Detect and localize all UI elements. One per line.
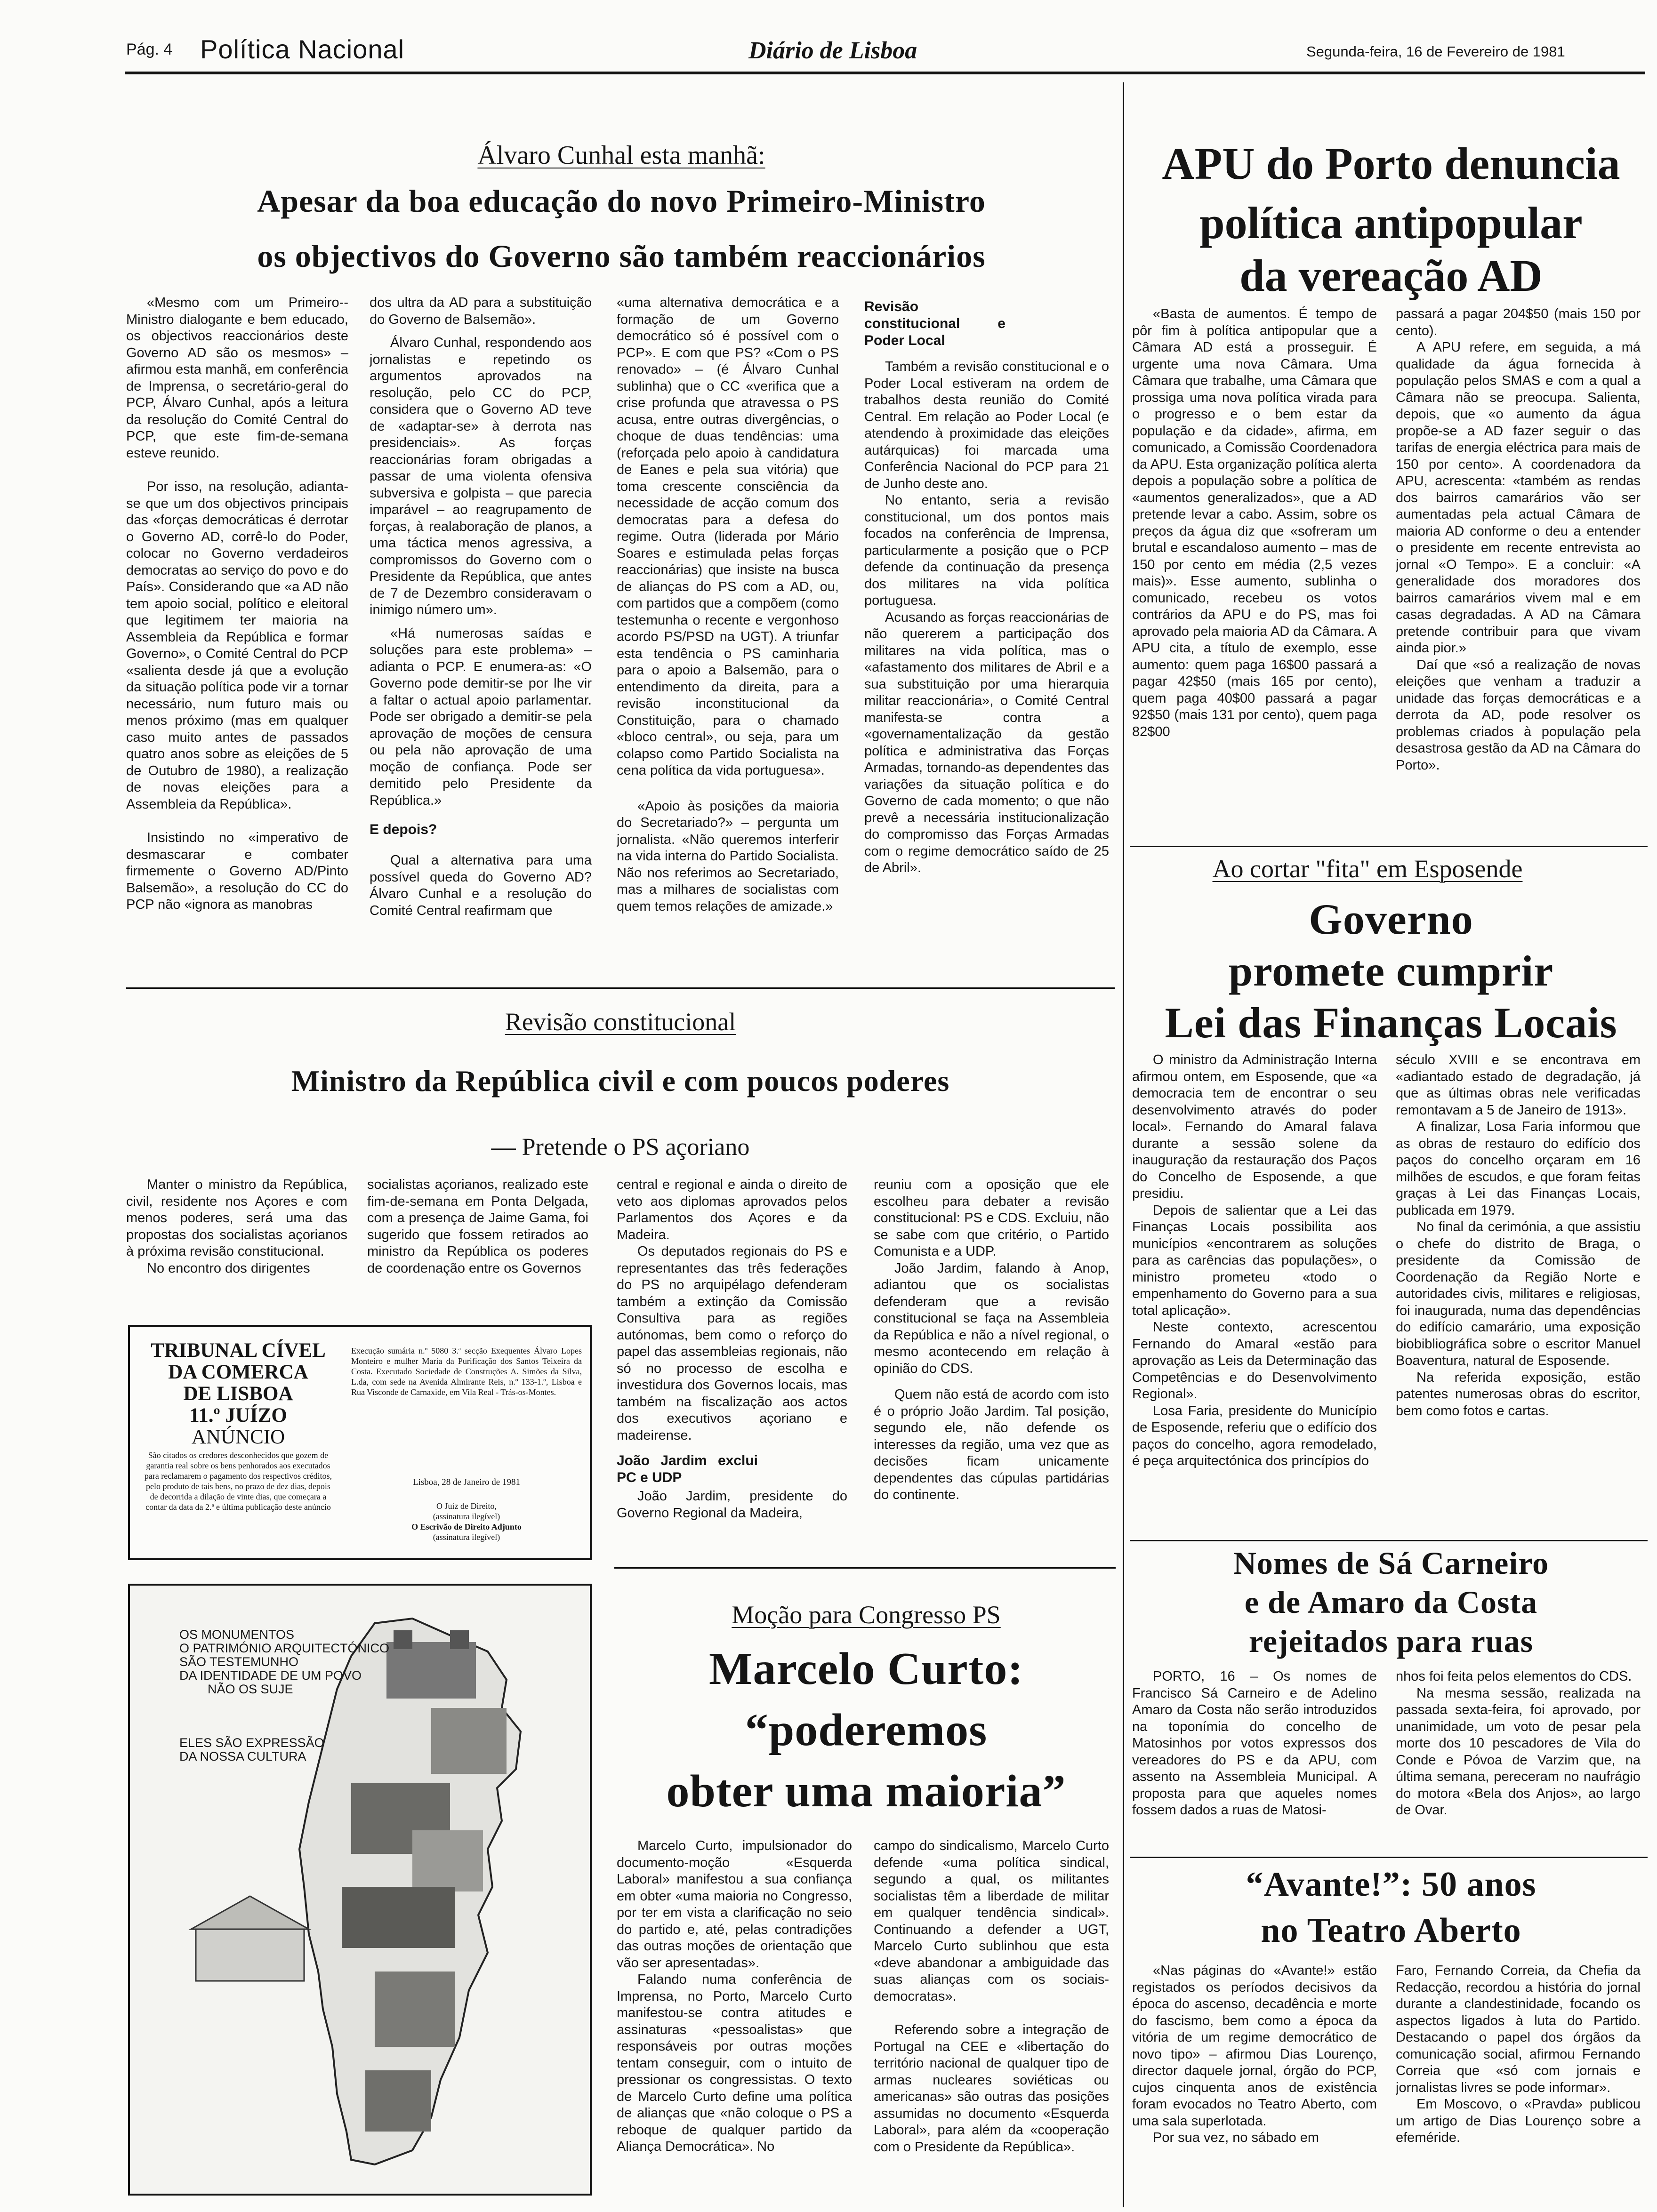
slogan-line: DA NOSSA CULTURA <box>179 1749 306 1763</box>
paragraph: Falando numa conferência de Imprensa, no Porto, Marcelo Curto manifestou-se contra atitudes e assinaturas «pessoalistas» que responsáveis por outras moções tentam conseguir, com o intuito de pressionar os congressistas. O texto de Marcelo Curto define uma política de alianças que «não coloque o PS a reboque de qualquer partido da Aliança Democrática». No <box>617 1972 852 2154</box>
a4-column-2 <box>1396 1052 1641 1538</box>
paragraph: Acusando as forças reaccionárias de não quererem a participação dos militares na vida política, mas o «afastamento dos militares de Abril e a sua substituição por uma hierarquia militar reaccionária», o Comité Central manifesta-se contra a «governamentalização da gestão política e administrativa das Forças Armadas, tornando-as dependentes das variações da situação política e do Governo de cada momento; o que não prevê a necessária institucionalização do compromisso das Forças Armadas com o regime democrático saído de 25 de Abril». <box>864 609 1109 875</box>
a1-subheading: E depois? <box>370 822 437 837</box>
a3-column-4 <box>874 1177 1109 1553</box>
paragraph: Também a revisão constitucional e o Poder Local estiveram na ordem de trabalhos desta reunião do Comité Central. Em relação ao Poder Local (e atendendo à proximidade das eleições autárquicas) foi marcada uma Conferência Nacional do PCP para 21 de Junho deste ano. <box>864 359 1109 491</box>
monument-palace <box>342 1887 455 1948</box>
section-rule <box>1130 846 1648 847</box>
monument-castle-tower <box>450 1630 469 1649</box>
a3-subhead: — Pretende o PS açoriano <box>491 1134 750 1161</box>
paragraph: Marcelo Curto, impulsionador do documento-moção «Esquerda Laboral» manifestou a sua confiança em obter «uma maioria no Congresso, por ter em vista a clarificação no seio do partido e, até, pelas contradições das outras moções de orientação que vão ser apresentadas». <box>617 1838 852 1971</box>
paragraph: Neste contexto, acrescentou Fernando do Amaral «estão para aprovação as Leis da Determinação das Competências e do Desenvolvimento Regional». <box>1132 1320 1377 1402</box>
court-notice-right-body: Execução sumária n.º 5080 3.ª secção Exequentes Álvaro Lopes Monteiro e mulher Maria da Purificação dos Santos Teixeira da Costa. Executado Sociedade de Construções A. Simões da Silva, L.da, com sede na Avenida Almirante Reis, n.º 133-1.º, Lisboa e Rua Visconde de Carnaxide, em Vila Real - Trás-os-Montes. <box>351 1346 582 1397</box>
a1-headline-2: os objectivos do Governo são também reaccionários <box>257 238 986 274</box>
monument-church <box>431 1708 507 1774</box>
paragraph: passará a pagar 204$50 (mais 150 por cento). <box>1396 306 1641 338</box>
a6-headline-3: rejeitados para ruas <box>1248 1623 1534 1659</box>
paragraph: No final da cerimónia, a que assistiu o chefe do distrito de Braga, o presidente da Comissão de Coordenação da Região Norte e autoridades civis, militares e religiosas, foi inaugurada, numa das dependências do edifício camarário, uma exposição biobibliográfica sobre o escritor Manuel Boaventura, natural de Esposende. <box>1396 1219 1641 1368</box>
paragraph: século XVIII e se encontrava em «adiantado estado de degradação, já que as últimas obras nele verificadas remontavam a 5 de Janeiro de 1913». <box>1396 1052 1641 1118</box>
paragraph: Por isso, na resolução, adianta-se que um dos objectivos principais das «forças democráticas é derrotar o Governo AD, corrê-lo do Poder, colocar no Governo verdadeiros democratas ao serviço do povo e do País». Considerando que «a AD não tem apoio social, político e eleitoral que legitimem ter maioria na Assembleia da República e formar Governo», o Comité Central do PCP «salienta desde já que a evolução da situação política pode vir a tornar necessário, num futuro mais ou menos próximo (mas em qualquer caso muito antes de passados quatro anos sobre as eleições de 5 de Outubro de 1980), a realização de novas eleições para a Assembleia da República». <box>126 479 348 812</box>
a3-column-1 <box>126 1177 347 1294</box>
paragraph: Qual a alternativa para uma possível queda do Governo AD? Álvaro Cunhal e a resolução do Comité Central reafirmam que <box>370 853 592 918</box>
a6-column-2 <box>1396 1668 1641 1854</box>
paragraph: Quem não está de acordo com isto é o próprio João Jardim. Tal posição, segundo ele, não defende os interesses da região, uma vez que as decisões ficam unicamente dependentes das cúpulas partidárias do continente. <box>874 1387 1109 1502</box>
paragraph: «Há numerosas saídas e soluções para este problema» – adianta o PCP. E enumera-as: «O Governo pode demitir-se por lhe vir a faltar o actual apoio parlamentar. Pode ser obrigado a demitir-se pela aprovação de moções de censura ou pela não aprovação de uma moção de confiança. Pode ser demitido pelo Presidente da República.» <box>370 625 592 808</box>
paragraph: central e regional e ainda o direito de veto aos diplomas aprovados pelos Parlamentos dos Açores e da Madeira. <box>617 1177 847 1242</box>
a1-subheading: Revisão constitucional e Poder Local <box>864 299 1005 348</box>
column-divider <box>1123 82 1124 2207</box>
a5-column-2 <box>874 1838 1109 2207</box>
heritage-campaign-ad <box>128 1584 592 2196</box>
slogan-line: O PATRIMÓNIO ARQUITECTÓNICO <box>179 1641 390 1655</box>
a7-headline-1: “Avante!”: 50 anos <box>1246 1865 1536 1904</box>
masthead-rule <box>125 72 1645 74</box>
a5-column-1 <box>617 1838 852 2207</box>
paragraph: Manter o ministro da República, civil, residente nos Açores e com menos poderes, será uma das propostas dos socialistas açorianos à próxima revisão constitucional. <box>126 1177 347 1259</box>
court-title-line: DE LISBOA <box>183 1383 293 1405</box>
paragraph: Faro, Fernando Correia, da Chefia da Redacção, recordou a história do jornal durante a clandestinidade, focando os aspectos ligados à luta do Partido. Destacando o papel dos órgãos da comunicação social, afirmou Fernando Correia que «só com jornais e jornalistas livres se pode informar». <box>1396 1963 1641 2095</box>
paragraph: socialistas açorianos, realizado este fim-de-semana em Ponta Delgada, com a presença de Jaime Gama, foi sugerido que fossem retirados ao ministro da República os poderes de coordenação entre os Governos <box>367 1177 588 1276</box>
slogan-line: OS MONUMENTOS <box>179 1627 295 1642</box>
paragraph: PORTO, 16 – Os nomes de Francisco Sá Carneiro e de Adelino Amaro da Costa não serão introduzidos na toponímia do concelho de Matosinhos por votos expressos dos vereadores do PS e da APU, com assento na Assembleia Municipal. A proposta para que aqueles nomes fossem dados a ruas de Matosi- <box>1132 1669 1377 1818</box>
a6-headline-1: Nomes de Sá Carneiro <box>1233 1545 1549 1581</box>
paragraph: «Nas páginas do «Avante!» estão registados os períodos decisivos da época do ascenso, decadência e morte do fascismo, bem como a época da vitória de um regime democrático de novo tipo» – afirmou Dias Lourenço, director daquele jornal, órgão do PCP, cujos cinquenta anos de existência foram evocados no Teatro Aberto, com uma sala superlotada. <box>1132 1963 1377 2129</box>
a1-kicker: Álvaro Cunhal esta manhã: <box>477 141 765 170</box>
paragraph: Em Moscovo, o «Pravda» publicou um artigo de Dias Lourenço sobre a efeméride. <box>1396 2097 1641 2145</box>
paragraph: Na referida exposição, estão patentes numerosas obras do escritor, bem como fotos e cartas. <box>1396 1370 1641 1419</box>
paragraph: «uma alternativa democrática e a formação de um Governo democrático só é possível com o PCP». E com que PS? «Com o PS renovado» – (é Álvaro Cunhal sublinha) que o CC «verifica que a crise profunda que atravessa o PS acusa, entre outras divergências, o choque de duas tendências: uma (reforçada pelo apoio à candidatura de Eanes e pela sua vitória) que toma crescente consciência da necessidade de acção comum dos democratas para a defesa do regime. Outra (liderada por Mário Soares e estimulada pelas forças reaccionárias) que insiste na busca de alianças do PS com a AD, ou, com partidos que a compõem (como testemunha o recente e vergonhoso acordo PS/PSD na UGT). A triunfar esta tendência o PS caminharia para o apoio a Balsemão, para o entendimento da direita, para a revisão inconstitucional da Constituição, para o chamado «bloco central», ou seja, para um colapso como Partido Socialista na cena política da vida portuguesa». <box>617 295 839 778</box>
campaign-slogan-2 <box>179 1736 368 1763</box>
paragraph: Insistindo no «imperativo de desmascarar e combater firmemente o Governo AD/Pinto Balsemão», a resolução do CC do PCP não «ignora as manobras <box>126 830 348 912</box>
paragraph: Depois de salientar que a Lei das Finanças Locais possibilita aos municípios «encontrarem as soluções para as carências das populações», o ministro prometeu «todo o empenhamento do Governo para a sua total aplicação». <box>1132 1202 1377 1318</box>
a6-column-1 <box>1132 1668 1377 1854</box>
a2-headline-3: da vereação AD <box>1239 250 1543 301</box>
a7-column-1 <box>1132 1963 1377 2207</box>
paragraph: campo do sindicalismo, Marcelo Curto defende «uma política sindical, segundo a qual, os militantes socialistas têm a liberdade de militar em qualquer tendência sindical». Continuando a defender a UGT, Marcelo Curto sublinhou que esta «deve abandonar a ambiguidade das suas alianças com os sociais-democratas». <box>874 1838 1109 2004</box>
a1-column-1 <box>126 295 348 978</box>
slogan-line: SÃO TESTEMUNHO <box>179 1655 299 1669</box>
a2-column-2 <box>1396 306 1641 842</box>
paragraph: reuniu com a oposição que ele escolheu para debater a revisão constitucional: PS e CDS. Excluiu, não se sabe com que critério, o Partido Comunista e a UDP. <box>874 1177 1109 1259</box>
a4-headline-2: promete cumprir <box>1228 947 1554 995</box>
section-title: Política Nacional <box>200 34 405 64</box>
a4-column-1 <box>1132 1052 1377 1538</box>
paragraph: nhos foi feita pelos elementos do CDS. <box>1396 1669 1632 1684</box>
section-rule <box>1130 1857 1648 1858</box>
paragraph: No entanto, seria a revisão constitucional, um dos pontos mais focados na conferência de Imprensa, particularmente a posição que o PCP defende da continuação da presença dos militares na vida política portuguesa. <box>864 493 1109 608</box>
slogan-line: DA IDENTIDADE DE UM POVO <box>179 1668 362 1683</box>
a2-column-1 <box>1132 306 1377 842</box>
a3-column-2 <box>367 1177 588 1294</box>
court-title-line: 11.º JUÍZO <box>189 1404 287 1427</box>
paragraph: «Mesmo com um Primeiro--Ministro dialogante e bem educado, os objectivos reaccionários deste Governo AD são os mesmos» – afirmou esta manhã, em conferência de Imprensa, o secretário-geral do PCP, Álvaro Cunhal, após a leitura da resolução do Comité Central do PCP, que este fim-de-semana esteve reunido. <box>126 295 348 461</box>
monument-house <box>196 1929 304 1981</box>
monument-village <box>412 1830 483 1891</box>
page-number: Pág. 4 <box>126 40 173 58</box>
signature-line: (assinatura ilegível) <box>433 1512 500 1521</box>
monument-house-roof <box>191 1896 309 1929</box>
section-rule <box>126 987 1115 989</box>
a6-headline-2: e de Amaro da Costa <box>1244 1584 1538 1620</box>
court-notice-left-body: São citados os credores desconhecidos que gozem de garantia real sobre os bens penhorados aos executados para reclamarem o pagamento dos respectivos créditos, pelo produto de tais bens, no prazo de dez dias, depois de decorrida a dilação de vinte dias, que começara a contar da data da 2.ª e última publicação deste anúncio <box>144 1451 332 1512</box>
court-notice-ad <box>128 1325 592 1560</box>
signature-line: O Escrivão de Direito Adjunto <box>411 1522 522 1531</box>
a4-kicker: Ao cortar "fita" em Esposende <box>1212 855 1523 883</box>
court-title-line: DA COMERCA <box>168 1361 308 1383</box>
a1-column-4 <box>864 295 1109 978</box>
a3-headline: Ministro da República civil e com poucos poderes <box>291 1064 950 1098</box>
a1-headline-1: Apesar da boa educação do novo Primeiro-Ministro <box>257 183 986 219</box>
a5-kicker: Moção para Congresso PS <box>732 1601 1001 1629</box>
paragraph: «Basta de aumentos. É tempo de pôr fim à política antipopular que a Câmara AD está a prosseguir. É urgente uma nova Câmara. Uma Câmara que trabalhe, uma Câmara que prossiga uma nova política virada para o progresso e o bem estar da população e da cidade», afirma, em comunicado, a Comissão Coordenadora da APU. Esta organização política alerta depois a população sobre a política de «aumentos generalizados», que a AD pretende levar a cabo. Assim, sobre os preços da água diz que «sofreram um brutal e escandaloso aumento – mas de 150 por cento em média (2,5 vezes mais)». Esse aumento, sublinha o comunicado, recebeu os votos contrários da APU e do PS, mas foi aprovado pela maioria AD da Câmara. A APU cita, a título de exemplo, esse aumento: quem paga 16$00 passará a pagar 42$50 (mais 165 por cento), quem paga 40$00 passará a pagar 92$50 (mais 131 por cento), quem paga 82$00 <box>1132 306 1377 739</box>
paragraph: dos ultra da AD para a substituição do Governo de Balsemão». <box>370 295 592 327</box>
paragraph: João Jardim, presidente do Governo Regional da Madeira, <box>617 1489 847 1521</box>
monument-tower <box>375 1972 455 2047</box>
a7-column-2 <box>1396 1963 1641 2207</box>
court-notice-title <box>139 1340 337 1448</box>
newspaper-logo: Diário de Lisboa <box>748 37 917 64</box>
a4-headline-1: Governo <box>1309 895 1473 943</box>
a5-headline-3: obter uma maioria” <box>666 1766 1066 1817</box>
paragraph: Álvaro Cunhal, respondendo aos jornalistas e repetindo os argumentos aprovados na resolução, pelo CC do PCP, considera que o Governo AD teve de «adaptar-se» à derrota nas presidenciais». As forças reaccionárias foram obrigadas a passar de uma violenta ofensiva subversiva e golpista – que parecia imparável – ao reagrupamento de forças, à realaboração de planos, a uma táctica menos agressiva, a compromissos do Governo com o Presidente da República, que antes de 7 de Dezembro consideravam o inimigo número um». <box>370 335 592 617</box>
a2-headline-2: política antipopular <box>1199 198 1583 248</box>
paragraph: Losa Faria, presidente do Município de Esposende, referiu que o edifício dos paços do concelho, agora remodelado, é peça arquitectónica dos princípios do <box>1132 1403 1377 1468</box>
paragraph: «Apoio às posições da maioria do Secretariado?» – pergunta um jornalista. «Não queremos interferir na vida interna do Partido Socialista. Não nos referimos ao Secretariado, mas a milhares de socialistas com quem temos relações de amizade.» <box>617 798 839 914</box>
slogan-line: ELES SÃO EXPRESSÃO <box>179 1736 324 1750</box>
signature-line: (assinatura ilegível) <box>433 1532 500 1542</box>
a1-column-2 <box>370 295 592 978</box>
paragraph: No encontro dos dirigentes <box>147 1260 310 1276</box>
paragraph: Por sua vez, no sábado em <box>1153 2130 1319 2145</box>
a1-column-3 <box>617 295 839 978</box>
signature-line: O Juiz de Direito, <box>436 1501 497 1511</box>
campaign-slogan <box>179 1628 443 1696</box>
monument-fortress <box>365 2070 431 2132</box>
section-rule <box>614 1567 1116 1569</box>
court-notice-signatures <box>351 1501 582 1542</box>
a3-column-3 <box>617 1177 847 1553</box>
paragraph: Referendo sobre a integração de Portugal na CEE e «libertação do território nacional de qualquer tipo de armas nucleares soviéticas ou americanas» são outras das posições assumidas no documento «Esquerda Laboral», para além da «cooperação com o Presidente da República». <box>874 2022 1109 2155</box>
court-notice-date: Lisboa, 28 de Janeiro de 1981 <box>413 1477 520 1487</box>
a3-kicker: Revisão constitucional <box>505 1008 736 1036</box>
a4-headline-3: Lei das Finanças Locais <box>1165 999 1617 1047</box>
a5-headline-1: Marcelo Curto: <box>709 1643 1023 1694</box>
paragraph: Daí que «só a realização de novas eleições que venham a traduzir a unidade das forças democráticas e a derrota da AD, pode resolver os problemas criados à população pela desastrosa gestão da AD na Câmara do Porto». <box>1396 657 1641 773</box>
a5-headline-2: “poderemos <box>745 1705 988 1755</box>
court-title-line: TRIBUNAL CÍVEL <box>151 1339 326 1362</box>
paragraph: A APU refere, em seguida, a má qualidade da água fornecida à população pelos SMAS e com a qual a Câmara não se preocupa. Salienta, depois, que «o aumento da água propõe-se a AD fazer seguir o das tarifas de energia eléctrica para mais de 150 por cento». A coordenadora da APU, acrescenta: «também as rendas dos bairros camarários vão ser aumentadas pela actual Câmara de maioria AD conforme o deu a entender o presidente em recente entrevista ao jornal «O Tempo». E a concluir: «A generalidade dos moradores dos bairros camarários vivem mal e em casas degradadas. A AD na Câmara pretende contribuir para que vivam ainda pior.» <box>1396 340 1641 656</box>
issue-date: Segunda-feira, 16 de Fevereiro de 1981 <box>1306 43 1565 60</box>
paragraph: Na mesma sessão, realizada na passada sexta-feira, foi aprovado, por unanimidade, um voto de pesar pela morte dos 10 pescadores de Vila do Conde e Póvoa de Varzim que, na última semana, pereceram no naufrágio do motora «Bela dos Anjos», ao largo de Ovar. <box>1396 1685 1641 1818</box>
court-title-line: ANÚNCIO <box>191 1426 285 1448</box>
a3-subheading: João Jardim exclui PC e UDP <box>617 1453 758 1485</box>
slogan-line: NÃO OS SUJE <box>208 1682 293 1696</box>
a2-headline-1: APU do Porto denuncia <box>1162 138 1620 189</box>
paragraph: Os deputados regionais do PS e representantes das três federações do PS no arquipélago defenderam também a extinção da Comissão Consultiva para as regiões autónomas, bem como o reforço do papel das assembleias regionais, não só no processo de escolha e investidura dos Governos locais, mas também na fiscalização aos actos dos executivos açoriano e madeirense. <box>617 1244 847 1443</box>
paragraph: A finalizar, Losa Faria informou que as obras de restauro do edifício dos paços do concelho orçaram em 16 milhões de escudos, e que foram feitas graças à Lei das Finanças Locais, publicada em 1979. <box>1396 1119 1641 1218</box>
a7-headline-2: no Teatro Aberto <box>1261 1911 1521 1950</box>
section-rule <box>1130 1540 1648 1541</box>
paragraph: João Jardim, falando à Anop, adiantou que os socialistas defenderam que a revisão constitucional se faça na Assembleia da República e não a nível regional, o mesmo acontecendo em relação à opinião do CDS. <box>874 1260 1109 1376</box>
paragraph: O ministro da Administração Interna afirmou ontem, em Esposende, que «a democracia tem de encontrar o seu desenvolvimento através do poder local». Fernando do Amaral falava durante a sessão solene da inauguração da restauração dos Paços do Concelho de Esposende, a que presidiu. <box>1132 1052 1377 1201</box>
